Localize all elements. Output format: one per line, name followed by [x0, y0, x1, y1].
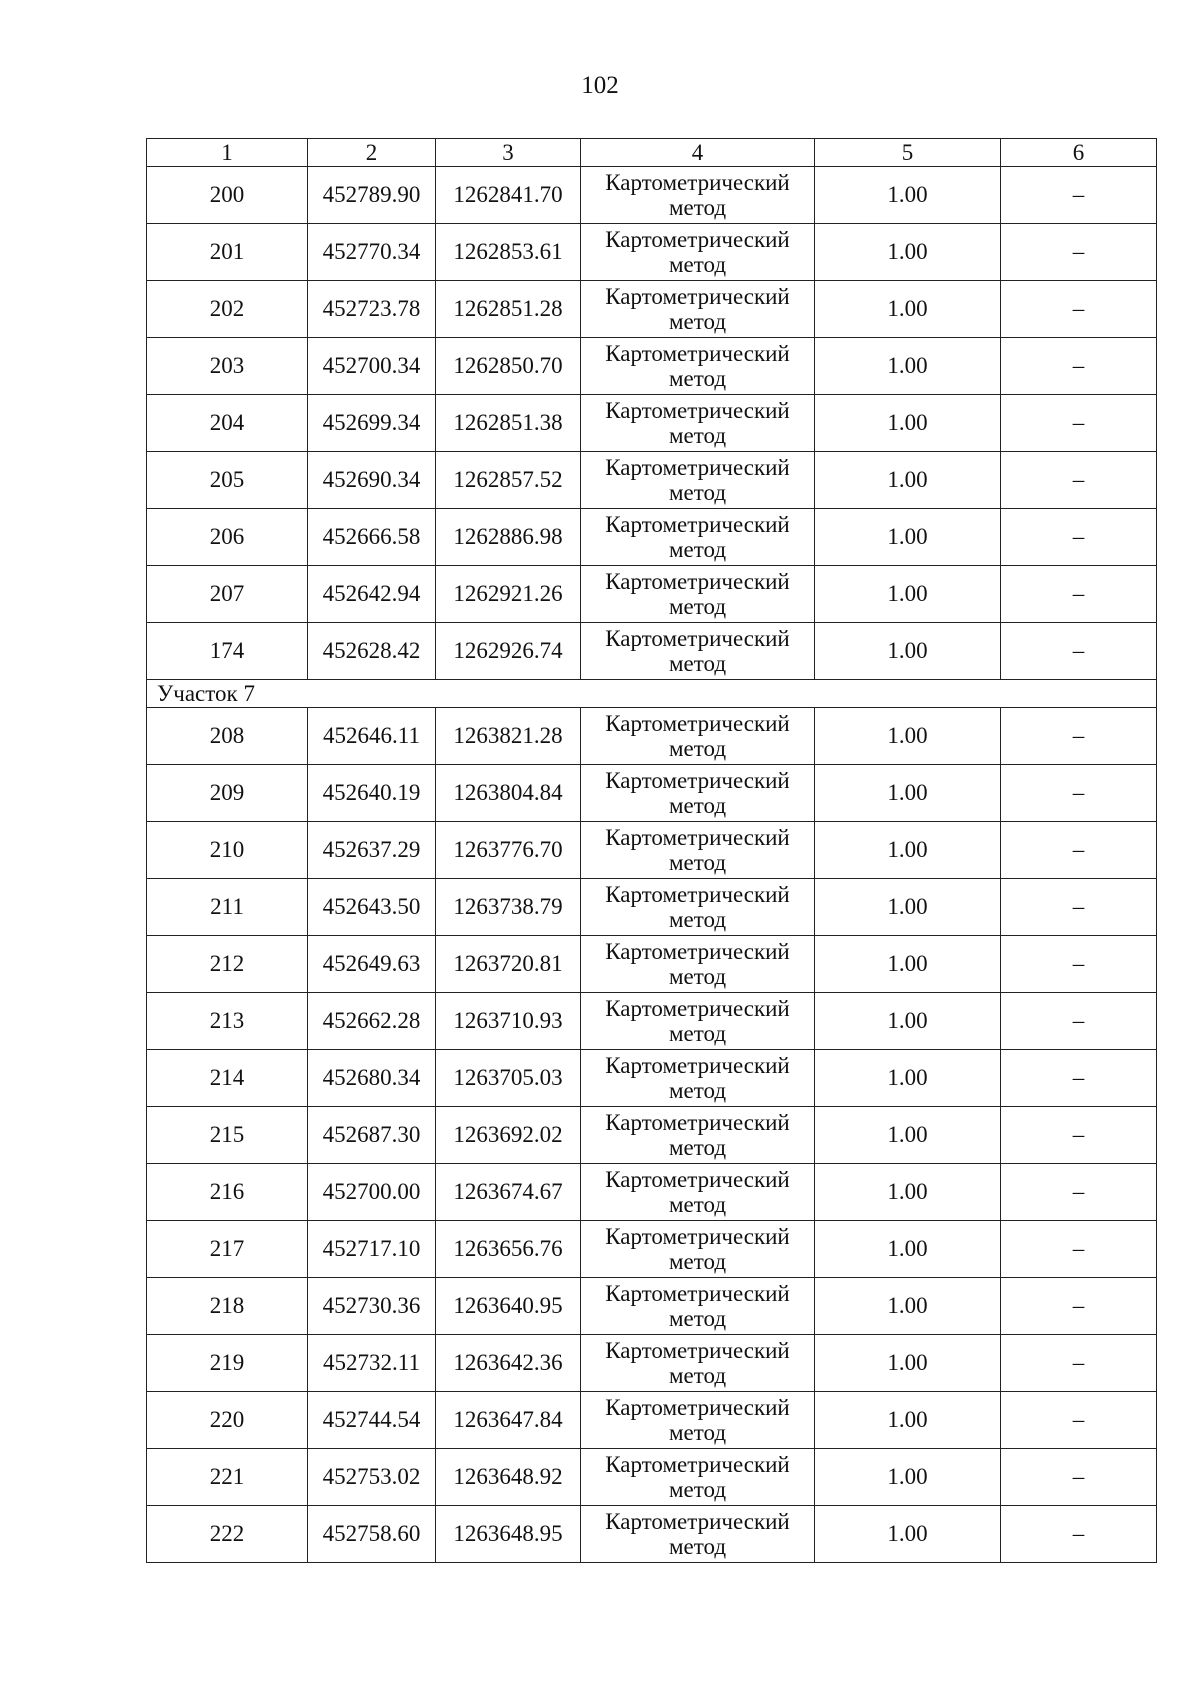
- note-cell: –: [1001, 1107, 1157, 1164]
- point-number-cell: 201: [147, 224, 308, 281]
- accuracy-cell: 1.00: [815, 1164, 1001, 1221]
- accuracy-cell: 1.00: [815, 452, 1001, 509]
- table-row: [147, 566, 1157, 623]
- method-line-2: метод: [668, 1306, 727, 1331]
- x-coordinate-cell: 452640.19: [308, 765, 436, 822]
- y-coordinate-cell: 1263640.95: [436, 1278, 581, 1335]
- note-cell: –: [1001, 765, 1157, 822]
- x-coordinate-cell: 452753.02: [308, 1449, 436, 1506]
- method-line-2: метод: [668, 651, 727, 676]
- accuracy-cell: 1.00: [815, 566, 1001, 623]
- point-number-cell: 208: [147, 708, 308, 765]
- y-coordinate-cell: 1262921.26: [436, 566, 581, 623]
- x-coordinate-cell: 452649.63: [308, 936, 436, 993]
- method-line-2: метод: [668, 1420, 727, 1445]
- x-coordinate-cell: 452642.94: [308, 566, 436, 623]
- table-row: [147, 281, 1157, 338]
- method-line-1: Картометрический: [605, 1280, 790, 1306]
- note-cell: –: [1001, 395, 1157, 452]
- accuracy-cell: 1.00: [815, 936, 1001, 993]
- note-cell: –: [1001, 224, 1157, 281]
- method-line-1: Картометрический: [605, 1166, 790, 1192]
- accuracy-cell: 1.00: [815, 1392, 1001, 1449]
- method-cell: [581, 167, 815, 224]
- method-line-2: метод: [668, 195, 727, 220]
- table-row: [147, 993, 1157, 1050]
- header-row: [147, 139, 1157, 167]
- method-line-1: Картометрический: [605, 710, 790, 736]
- note-cell: –: [1001, 879, 1157, 936]
- method-line-2: метод: [668, 1135, 727, 1160]
- point-number-cell: 202: [147, 281, 308, 338]
- accuracy-cell: 1.00: [815, 822, 1001, 879]
- accuracy-cell: 1.00: [815, 879, 1001, 936]
- x-coordinate-cell: 452723.78: [308, 281, 436, 338]
- method-line-2: метод: [668, 537, 727, 562]
- table-row: [147, 765, 1157, 822]
- method-line-1: Картометрический: [605, 881, 790, 907]
- point-number-cell: 217: [147, 1221, 308, 1278]
- method-line-1: Картометрический: [605, 1109, 790, 1135]
- accuracy-cell: 1.00: [815, 395, 1001, 452]
- note-cell: –: [1001, 936, 1157, 993]
- note-cell: –: [1001, 281, 1157, 338]
- method-line-2: метод: [668, 1192, 727, 1217]
- accuracy-cell: 1.00: [815, 623, 1001, 680]
- point-number-cell: 213: [147, 993, 308, 1050]
- note-cell: –: [1001, 1506, 1157, 1563]
- accuracy-cell: 1.00: [815, 708, 1001, 765]
- method-cell: [581, 281, 815, 338]
- y-coordinate-cell: 1263821.28: [436, 708, 581, 765]
- note-cell: –: [1001, 1164, 1157, 1221]
- header-cell: 6: [1001, 139, 1157, 167]
- table-row: [147, 1164, 1157, 1221]
- x-coordinate-cell: 452732.11: [308, 1335, 436, 1392]
- method-line-2: метод: [668, 480, 727, 505]
- method-line-2: метод: [668, 907, 727, 932]
- table-row: [147, 822, 1157, 879]
- note-cell: –: [1001, 566, 1157, 623]
- method-line-2: метод: [668, 423, 727, 448]
- x-coordinate-cell: 452699.34: [308, 395, 436, 452]
- note-cell: –: [1001, 1221, 1157, 1278]
- method-line-2: метод: [668, 1249, 727, 1274]
- method-cell: [581, 338, 815, 395]
- method-cell: [581, 1221, 815, 1278]
- table-row: [147, 1392, 1157, 1449]
- accuracy-cell: 1.00: [815, 1107, 1001, 1164]
- x-coordinate-cell: 452700.00: [308, 1164, 436, 1221]
- method-cell: [581, 1449, 815, 1506]
- method-cell: [581, 452, 815, 509]
- accuracy-cell: 1.00: [815, 509, 1001, 566]
- table-row: [147, 1449, 1157, 1506]
- table-row: [147, 879, 1157, 936]
- accuracy-cell: 1.00: [815, 1335, 1001, 1392]
- y-coordinate-cell: 1263804.84: [436, 765, 581, 822]
- note-cell: –: [1001, 338, 1157, 395]
- method-line-2: метод: [668, 594, 727, 619]
- note-cell: –: [1001, 993, 1157, 1050]
- accuracy-cell: 1.00: [815, 765, 1001, 822]
- note-cell: –: [1001, 623, 1157, 680]
- y-coordinate-cell: 1263705.03: [436, 1050, 581, 1107]
- y-coordinate-cell: 1262841.70: [436, 167, 581, 224]
- header-cell: 5: [815, 139, 1001, 167]
- point-number-cell: 212: [147, 936, 308, 993]
- point-number-cell: 209: [147, 765, 308, 822]
- table-row: [147, 1221, 1157, 1278]
- method-line-1: Картометрический: [605, 1223, 790, 1249]
- note-cell: –: [1001, 1278, 1157, 1335]
- x-coordinate-cell: 452666.58: [308, 509, 436, 566]
- y-coordinate-cell: 1262857.52: [436, 452, 581, 509]
- method-line-2: метод: [668, 366, 727, 391]
- point-number-cell: 205: [147, 452, 308, 509]
- method-cell: [581, 1506, 815, 1563]
- header-cell: 3: [436, 139, 581, 167]
- method-line-1: Картометрический: [605, 568, 790, 594]
- x-coordinate-cell: 452717.10: [308, 1221, 436, 1278]
- table-row: [147, 1107, 1157, 1164]
- table-row: [147, 708, 1157, 765]
- x-coordinate-cell: 452700.34: [308, 338, 436, 395]
- method-line-1: Картометрический: [605, 767, 790, 793]
- point-number-cell: 222: [147, 1506, 308, 1563]
- y-coordinate-cell: 1263642.36: [436, 1335, 581, 1392]
- x-coordinate-cell: 452690.34: [308, 452, 436, 509]
- method-cell: [581, 936, 815, 993]
- method-line-1: Картометрический: [605, 1337, 790, 1363]
- y-coordinate-cell: 1263776.70: [436, 822, 581, 879]
- y-coordinate-cell: 1263648.92: [436, 1449, 581, 1506]
- method-line-1: Картометрический: [605, 1451, 790, 1477]
- table-row: [147, 936, 1157, 993]
- method-line-2: метод: [668, 850, 727, 875]
- y-coordinate-cell: 1262851.28: [436, 281, 581, 338]
- method-cell: [581, 395, 815, 452]
- table-row: [147, 224, 1157, 281]
- note-cell: –: [1001, 708, 1157, 765]
- accuracy-cell: 1.00: [815, 281, 1001, 338]
- x-coordinate-cell: 452687.30: [308, 1107, 436, 1164]
- table-row: [147, 1506, 1157, 1563]
- method-line-2: метод: [668, 964, 727, 989]
- point-number-cell: 206: [147, 509, 308, 566]
- method-cell: [581, 1164, 815, 1221]
- accuracy-cell: 1.00: [815, 993, 1001, 1050]
- x-coordinate-cell: 452758.60: [308, 1506, 436, 1563]
- method-line-1: Картометрический: [605, 454, 790, 480]
- note-cell: –: [1001, 1335, 1157, 1392]
- section-row: [147, 680, 1157, 708]
- method-line-2: метод: [668, 1534, 727, 1559]
- accuracy-cell: 1.00: [815, 338, 1001, 395]
- point-number-cell: 204: [147, 395, 308, 452]
- point-number-cell: 214: [147, 1050, 308, 1107]
- x-coordinate-cell: 452730.36: [308, 1278, 436, 1335]
- method-cell: [581, 224, 815, 281]
- method-cell: [581, 1392, 815, 1449]
- section-label: Участок 7: [147, 680, 1157, 708]
- table-row: [147, 338, 1157, 395]
- method-line-1: Картометрический: [605, 226, 790, 252]
- x-coordinate-cell: 452770.34: [308, 224, 436, 281]
- table-row: [147, 1278, 1157, 1335]
- y-coordinate-cell: 1263656.76: [436, 1221, 581, 1278]
- method-line-2: метод: [668, 252, 727, 277]
- method-line-1: Картометрический: [605, 995, 790, 1021]
- accuracy-cell: 1.00: [815, 1050, 1001, 1107]
- method-line-1: Картометрический: [605, 625, 790, 651]
- method-cell: [581, 1278, 815, 1335]
- point-number-cell: 210: [147, 822, 308, 879]
- method-cell: [581, 509, 815, 566]
- accuracy-cell: 1.00: [815, 1449, 1001, 1506]
- y-coordinate-cell: 1262851.38: [436, 395, 581, 452]
- note-cell: –: [1001, 167, 1157, 224]
- method-line-1: Картометрический: [605, 938, 790, 964]
- x-coordinate-cell: 452680.34: [308, 1050, 436, 1107]
- table-row: [147, 1335, 1157, 1392]
- method-cell: [581, 1107, 815, 1164]
- point-number-cell: 220: [147, 1392, 308, 1449]
- y-coordinate-cell: 1262926.74: [436, 623, 581, 680]
- method-line-2: метод: [668, 1363, 727, 1388]
- accuracy-cell: 1.00: [815, 224, 1001, 281]
- note-cell: –: [1001, 1449, 1157, 1506]
- x-coordinate-cell: 452643.50: [308, 879, 436, 936]
- method-cell: [581, 993, 815, 1050]
- point-number-cell: 219: [147, 1335, 308, 1392]
- y-coordinate-cell: 1263648.95: [436, 1506, 581, 1563]
- method-line-1: Картометрический: [605, 824, 790, 850]
- x-coordinate-cell: 452789.90: [308, 167, 436, 224]
- method-cell: [581, 708, 815, 765]
- table-row: [147, 1050, 1157, 1107]
- table-row: [147, 509, 1157, 566]
- note-cell: –: [1001, 452, 1157, 509]
- point-number-cell: 221: [147, 1449, 308, 1506]
- accuracy-cell: 1.00: [815, 1506, 1001, 1563]
- accuracy-cell: 1.00: [815, 1221, 1001, 1278]
- method-line-1: Картометрический: [605, 1508, 790, 1534]
- point-number-cell: 174: [147, 623, 308, 680]
- y-coordinate-cell: 1263692.02: [436, 1107, 581, 1164]
- table-row: [147, 167, 1157, 224]
- accuracy-cell: 1.00: [815, 1278, 1001, 1335]
- y-coordinate-cell: 1262853.61: [436, 224, 581, 281]
- table-row: [147, 623, 1157, 680]
- method-line-1: Картометрический: [605, 340, 790, 366]
- method-line-1: Картометрический: [605, 511, 790, 537]
- y-coordinate-cell: 1263674.67: [436, 1164, 581, 1221]
- x-coordinate-cell: 452628.42: [308, 623, 436, 680]
- method-line-2: метод: [668, 1078, 727, 1103]
- header-cell: 2: [308, 139, 436, 167]
- y-coordinate-cell: 1262886.98: [436, 509, 581, 566]
- point-number-cell: 203: [147, 338, 308, 395]
- y-coordinate-cell: 1262850.70: [436, 338, 581, 395]
- x-coordinate-cell: 452637.29: [308, 822, 436, 879]
- accuracy-cell: 1.00: [815, 167, 1001, 224]
- note-cell: –: [1001, 509, 1157, 566]
- note-cell: –: [1001, 822, 1157, 879]
- x-coordinate-cell: 452744.54: [308, 1392, 436, 1449]
- header-cell: 1: [147, 139, 308, 167]
- note-cell: –: [1001, 1392, 1157, 1449]
- point-number-cell: 207: [147, 566, 308, 623]
- method-cell: [581, 765, 815, 822]
- method-cell: [581, 566, 815, 623]
- method-cell: [581, 879, 815, 936]
- y-coordinate-cell: 1263720.81: [436, 936, 581, 993]
- table-row: [147, 452, 1157, 509]
- coordinates-table: [146, 138, 1157, 1563]
- method-line-2: метод: [668, 309, 727, 334]
- point-number-cell: 215: [147, 1107, 308, 1164]
- point-number-cell: 200: [147, 167, 308, 224]
- page-number: 102: [581, 72, 619, 99]
- method-line-2: метод: [668, 793, 727, 818]
- method-line-1: Картометрический: [605, 283, 790, 309]
- point-number-cell: 216: [147, 1164, 308, 1221]
- method-cell: [581, 623, 815, 680]
- method-line-2: метод: [668, 736, 727, 761]
- method-cell: [581, 1335, 815, 1392]
- table-row: [147, 395, 1157, 452]
- y-coordinate-cell: 1263647.84: [436, 1392, 581, 1449]
- point-number-cell: 218: [147, 1278, 308, 1335]
- header-cell: 4: [581, 139, 815, 167]
- point-number-cell: 211: [147, 879, 308, 936]
- method-line-2: метод: [668, 1477, 727, 1502]
- method-line-1: Картометрический: [605, 1052, 790, 1078]
- method-line-1: Картометрический: [605, 1394, 790, 1420]
- method-cell: [581, 822, 815, 879]
- x-coordinate-cell: 452662.28: [308, 993, 436, 1050]
- y-coordinate-cell: 1263710.93: [436, 993, 581, 1050]
- method-cell: [581, 1050, 815, 1107]
- note-cell: –: [1001, 1050, 1157, 1107]
- method-line-1: Картометрический: [605, 169, 790, 195]
- x-coordinate-cell: 452646.11: [308, 708, 436, 765]
- method-line-1: Картометрический: [605, 397, 790, 423]
- method-line-2: метод: [668, 1021, 727, 1046]
- y-coordinate-cell: 1263738.79: [436, 879, 581, 936]
